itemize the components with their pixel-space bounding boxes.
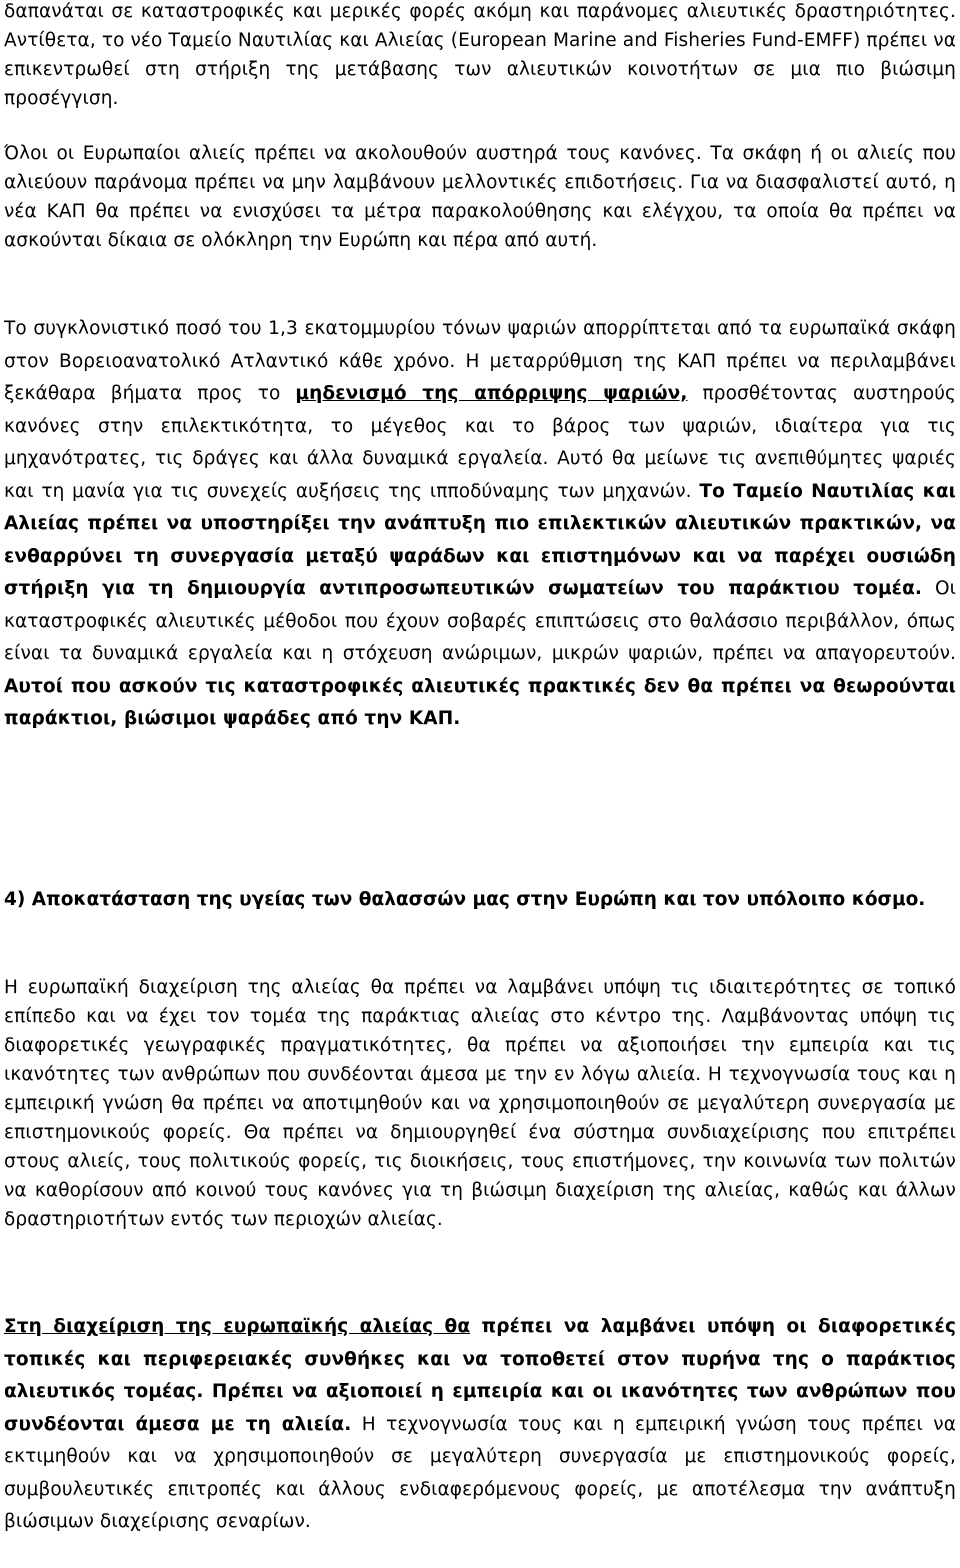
paragraph-summary — [4, 1311, 956, 1539]
paragraph-rules — [4, 139, 956, 255]
paragraph-discards-bold-2: Το Ταμείο Ναυτιλίας και Αλιείας πρέπει να υποστηρίξει την ανάπτυξη πιο επιλεκτικών αλιευτικών πρακτικών, να ενθαρρύνει τη συνεργασία μεταξύ ψαράδων και επιστημόνων και να παρέχει ουσιώδη στήριξη για τη δημιουργία αντιπροσωπευτικών σωματείων του παράκτιου τομέα. — [4, 480, 956, 599]
paragraph-summary-text: Η τεχνογνωσία τους και η εμπειρική γνώση τους πρέπει να εκτιμηθούν και να χρησιμοποιηθούν σε μεγαλύτερη συνεργασία με επιστημονικούς φορείς, συμβουλευτικές επιτροπές και άλλους ενδιαφερόμενους φορείς, με αποτέλεσμα την ανάπτυξη βιώσιμων διαχείρισης σεναρίων. — [4, 1413, 956, 1532]
paragraph-discards-bold-3: Αυτοί που ασκούν τις καταστροφικές αλιευτικές πρακτικές δεν θα πρέπει να θεωρούνται παράκτιοι, βιώσιμοι ψαράδες από την ΚΑΠ. — [4, 675, 956, 729]
paragraph-discards-text-1: Το συγκλονιστικό ποσό του 1,3 εκατομμυρίου τόνων ψαριών απορρίπτεται από τα ευρωπαϊκά σκάφη στον Βορειοανατολικό Ατλαντικό κάθε χρόνο. Η μεταρρύθμιση της ΚΑΠ πρέπει να περιλαμβάνει ξεκάθαρα βήματα προς το — [4, 318, 956, 404]
paragraph-summary-underlined: Στη διαχείριση της ευρωπαϊκής αλιείας θα — [4, 1316, 471, 1337]
paragraph-discards — [4, 313, 956, 736]
paragraph-funding — [4, 0, 956, 113]
paragraph-management-text: Η ευρωπαϊκή διαχείριση της αλιείας θα πρέπει να λαμβάνει υπόψη τις ιδιαιτερότητες σε τοπικό επίπεδο και να έχει τον τομέα της παράκτιας αλιείας στο κέντρο της. Λαμβάνοντας υπόψη τις διαφορετικές γεωγραφικές πραγματικότητες, θα πρέπει να αξιοποιήσει την εμπειρία και τις ικανότητες των ανθρώπων που συνδέονται άμεσα με την εν λόγω αλιεία. Η τεχνογνωσία τους και η εμπειρική γνώση θα πρέπει να αποτιμηθούν και να χρησιμοποιηθούν σε μεγαλύτερη συνεργασία με επιστημονικούς φορείς. Θα πρέπει να δημιουργηθεί ένα σύστημα συνδιαχείρισης που επιτρέπει στους αλιείς, τους πολιτικούς φορείς, τις διοικήσεις, τους επιστήμονες, την κοινωνία των πολιτών να καθορίσουν από κοινού τους κανόνες για τη βιώσιμη διαχείριση της αλιείας, καθώς και άλλων δραστηριοτήτων εντός των περιοχών αλιείας. — [4, 977, 956, 1230]
section-heading: 4) Αποκατάσταση της υγείας των θαλασσών μας στην Ευρώπη και τον υπόλοιπο κόσμο. — [4, 889, 926, 910]
paragraph-discards-bold-1: μηδενισμό της απόρριψης ψαριών, — [295, 383, 688, 404]
paragraph-discards-text-3: Οι καταστροφικές αλιευτικές μέθοδοι που έχουν σοβαρές επιπτώσεις στο θαλάσσιο περιβάλλον, όπως είναι τα δυναμικά εργαλεία και η στόχευση ανώριμων, μικρών ψαριών, πρέπει να απαγορευτούν. — [4, 578, 956, 664]
paragraph-discards-text-2: προσθέτοντας αυστηρούς κανόνες στην επιλεκτικότητα, το μέγεθος και το βάρος των ψαριών, ιδιαίτερα για τις μηχανότρατες, τις δράγες και άλλα δυναμικά εργαλεία. Αυτό θα μείωνε τις ανεπιθύμητες ψαριές και τη μανία για τις συνεχείς αυξήσεις της ιπποδύναμης των μηχανών. — [4, 383, 957, 502]
paragraph-management — [4, 973, 956, 1234]
paragraph-summary-bold: πρέπει να λαμβάνει υπόψη οι διαφορετικές τοπικές και περιφερειακές συνθήκες και να τοποθετεί στον πυρήνα της ο παράκτιος αλιευτικός τομέας. Πρέπει να αξιοποιεί η εμπειρία και οι ικανότητες των ανθρώπων που συνδέονται άμεσα με τη αλιεία. — [4, 1316, 957, 1435]
paragraph-rules-text: Όλοι οι Ευρωπαίοι αλιείς πρέπει να ακολουθούν αυστηρά τους κανόνες. Τα σκάφη ή οι αλιείς που αλιεύουν παράνομα πρέπει να μην λαμβάνουν μελλοντικές επιδοτήσεις. Για να διασφαλιστεί αυτό, η νέα ΚΑΠ θα πρέπει να ενισχύσει τα μέτρα παρακολούθησης και ελέγχου, τα οποία θα πρέπει να ασκούνται δίκαια σε ολόκληρη την Ευρώπη και πέρα από αυτή. — [4, 143, 956, 251]
paragraph-funding-text: δαπανάται σε καταστροφικές και μερικές φορές ακόμη και παράνομες αλιευτικές δραστηριότητες. Αντίθετα, το νέο Ταμείο Ναυτιλίας και Αλιείας (European Marine and Fisheries Fund-EMFF) πρέπει να επικεντρωθεί στη στήριξη της μετάβασης των αλιευτικών κοινοτήτων σε μια πιο βιώσιμη προσέγγιση. — [4, 1, 956, 109]
